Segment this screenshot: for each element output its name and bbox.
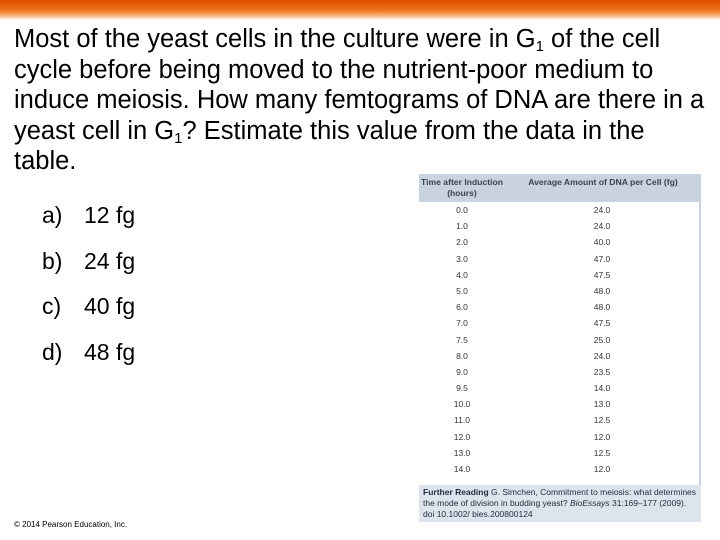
copyright: © 2014 Pearson Education, Inc. [14,520,128,529]
cell-dna: 47.0 [593,253,611,264]
cell-time: 14.0 [453,464,471,474]
cell-dna: 47.5 [593,269,611,280]
cell-time: 6.0 [456,302,468,313]
table-row [419,299,699,315]
table-row [419,380,699,396]
table-row [419,396,699,412]
table-header [419,174,701,202]
cell-dna: 47.5 [593,318,611,329]
cell-time: 13.0 [453,447,471,458]
cell-dna: 48.0 [593,302,611,313]
cell-time: 0.0 [456,205,468,215]
table-row [419,315,699,331]
question-text: Most of the yeast cells in the culture were in $G_1$ of the cell cycle before being moved to the nutrient-poor medium to induce meiosis. How many femtograms of DNA are there in a yeast cell in $G_1$? Estimate this value from the data in the table. [14,25,705,175]
dna-data-table [419,174,701,522]
cell-dna: 48.0 [593,285,611,296]
cell-time: 10.0 [453,399,471,410]
table-row [419,445,699,461]
cell-time: 9.0 [456,366,468,377]
cell-dna: 24.0 [593,350,611,361]
option-c[interactable]: c) 40 fg [42,293,136,319]
cell-time: 1.0 [456,221,468,232]
table-row [419,429,699,445]
top-accent-bar [0,0,720,20]
header-dna: Average Amount of DNA per Cell (fg) [528,177,678,187]
table-body [419,202,701,485]
cell-dna: 23.5 [593,366,611,377]
cell-time: 11.0 [454,415,470,426]
cell-time: 5.0 [456,285,468,296]
table-row [419,332,699,348]
table-row [419,202,699,218]
cell-dna: 24.0 [593,221,611,232]
cell-dna: 12.0 [593,431,611,442]
cell-time: 12.0 [453,431,471,442]
option-a[interactable]: a) 12 fg [42,202,136,228]
cell-dna: 14.0 [593,383,611,394]
cell-dna: 40.0 [593,237,611,248]
table-row [419,348,699,364]
option-b[interactable]: b) 24 fg [42,247,136,274]
table-row [419,251,699,267]
answer-options [42,198,135,380]
table-row [419,412,699,428]
table-row [419,283,699,299]
table-row [419,218,699,234]
cell-dna: 12.5 [593,447,611,458]
cell-time: 7.5 [456,334,468,345]
cell-dna: 13.0 [593,399,611,410]
table-row [419,364,699,380]
further-reading: Further Reading G. Simchen, Commitment to meiosis: what determines the mode of division in budding yeast? BioEssays 31:169–177 (2009). doi 10.1002/ bies.200800124 [419,485,701,522]
cell-time: 7.0 [456,318,468,329]
table-row [419,234,699,250]
cell-dna: 24.0 [593,205,611,215]
cell-time: 2.0 [456,237,468,248]
cell-time: 3.0 [456,253,468,264]
option-d[interactable]: d) 48 fg [42,338,136,365]
cell-dna: 12.0 [593,464,611,474]
table-row [419,267,699,283]
cell-time: 9.5 [456,383,468,394]
cell-dna: 12.5 [593,415,611,426]
table-row [419,461,699,477]
cell-time: 8.0 [456,350,468,361]
header-time: Time after Induction (hours) [421,177,503,198]
cell-time: 4.0 [456,269,468,280]
cell-dna: 25.0 [593,334,611,345]
